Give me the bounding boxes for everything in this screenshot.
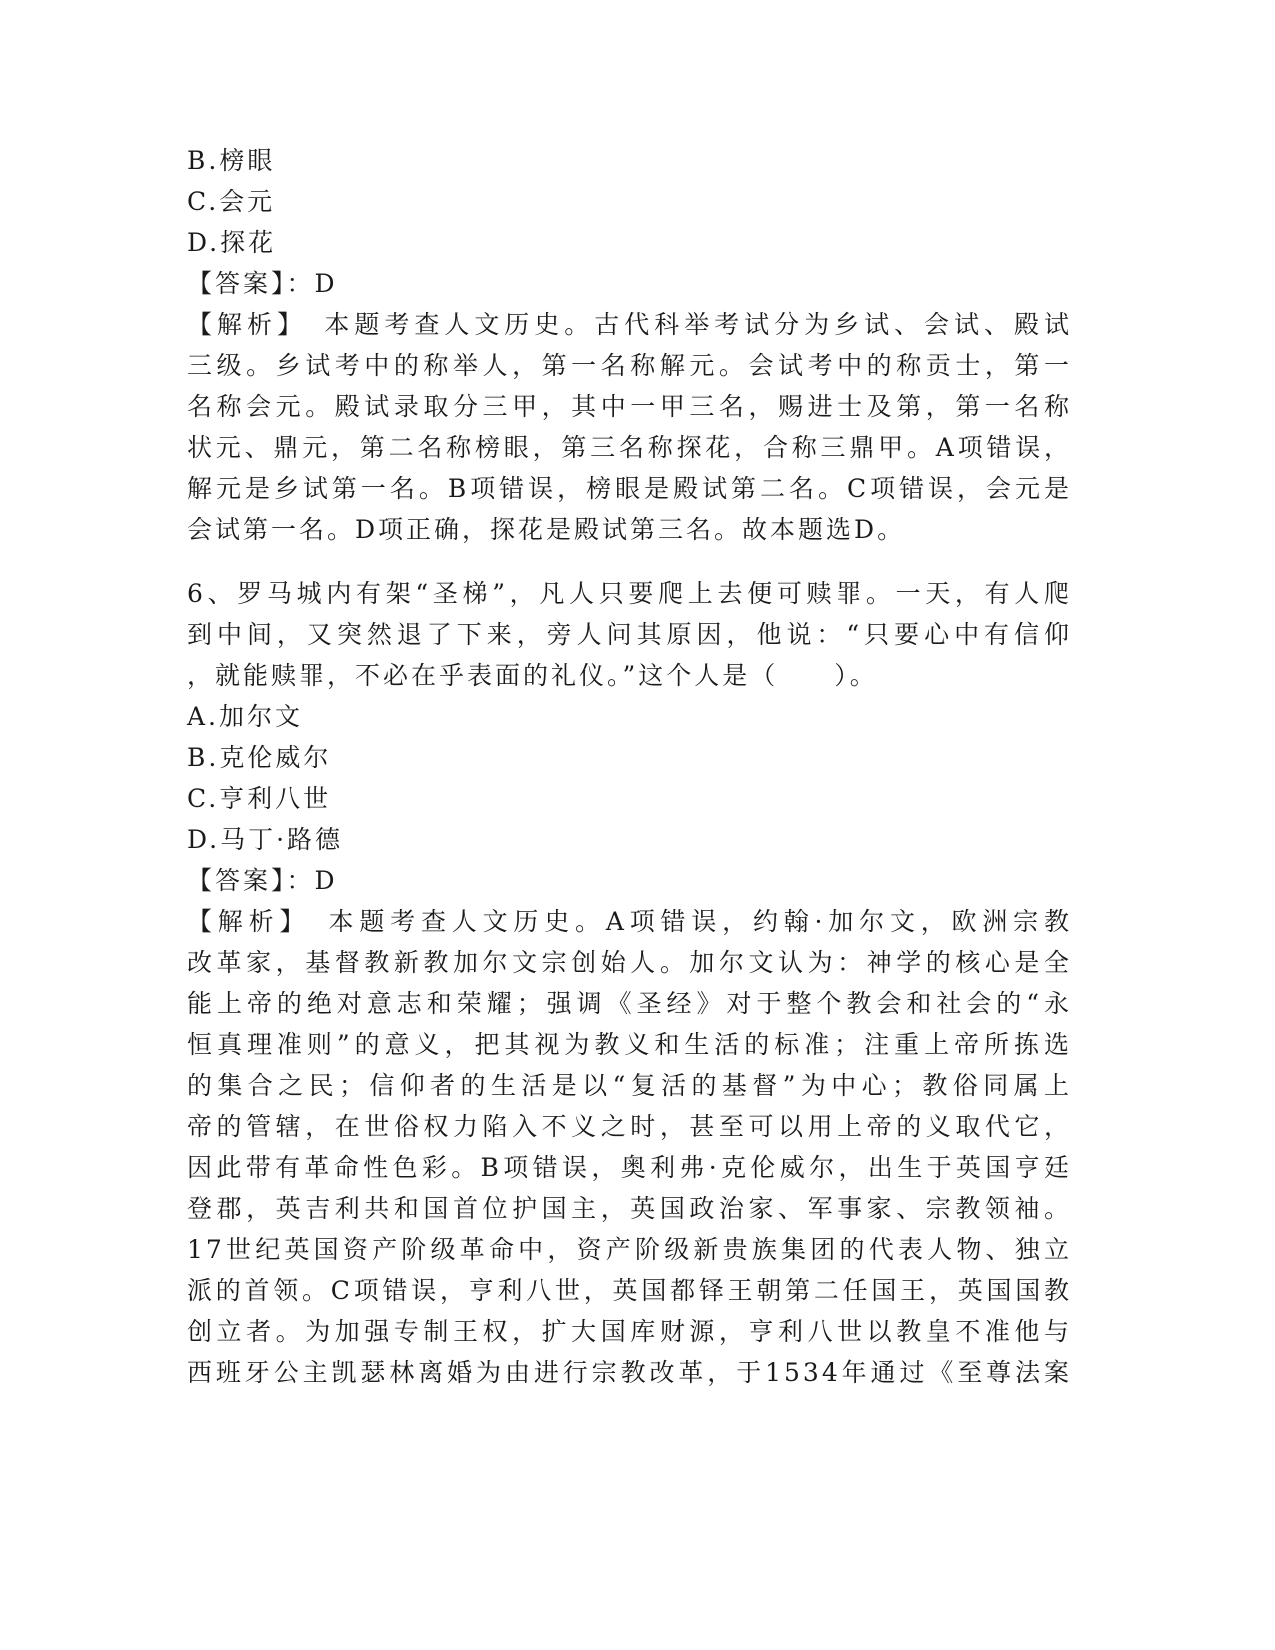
q6-question-line: ，就能赎罪，不必在乎表面的礼仪。”这个人是（ ）。	[187, 661, 878, 690]
q6-analysis-line: 【解析】 本题考查人文历史。A项错误，约翰·加尔文，欧洲宗教	[187, 907, 1072, 936]
q6-option-b: B.克伦威尔	[187, 743, 332, 772]
q5-analysis-line: 会试第一名。D项正确，探花是殿试第三名。故本题选D。	[187, 515, 906, 544]
q6-question-line: 6、罗马城内有架“圣梯”，凡人只要爬上去便可赎罪。一天，有人爬	[187, 579, 1072, 608]
q6-analysis-line: 能上帝的绝对意志和荣耀；强调《圣经》对于整个教会和社会的“永	[187, 989, 1072, 1018]
q6-option-d: D.马丁·路德	[187, 825, 344, 854]
q6-answer: 【答案】：D	[187, 866, 338, 895]
q6-analysis-line: 登郡，英吉利共和国首位护国主，英国政治家、军事家、宗教领袖。	[187, 1194, 1072, 1223]
q6-question-line: 到中间，又突然退了下来，旁人问其原因，他说：“只要心中有信仰	[187, 620, 1072, 649]
q5-analysis-line: 状元、鼎元，第二名称榜眼，第三名称探花，合称三鼎甲。A项错误，	[187, 433, 1072, 462]
q6-analysis-line: 派的首领。C项错误，亨利八世，英国都铎王朝第二任国王，英国国教	[187, 1276, 1072, 1305]
q6-analysis-line: 改革家，基督教新教加尔文宗创始人。加尔文认为：神学的核心是全	[187, 948, 1072, 977]
q6-option-c: C.亨利八世	[187, 784, 332, 813]
q6-analysis-line: 的集合之民；信仰者的生活是以“复活的基督”为中心；教俗同属上	[187, 1071, 1072, 1100]
q6-analysis-line: 创立者。为加强专制王权，扩大国库财源，亨利八世以教皇不准他与	[187, 1317, 1072, 1346]
q5-analysis-line: 名称会元。殿试录取分三甲，其中一甲三名，赐进士及第，第一名称	[187, 392, 1072, 421]
q6-analysis-line: 17世纪英国资产阶级革命中，资产阶级新贵族集团的代表人物、独立	[187, 1235, 1072, 1264]
q6-analysis-line: 因此带有革命性色彩。B项错误，奥利弗·克伦威尔，出生于英国亨廷	[187, 1153, 1072, 1182]
q5-answer: 【答案】：D	[187, 269, 338, 298]
q5-analysis-line: 三级。乡试考中的称举人，第一名称解元。会试考中的称贡士，第一	[187, 351, 1072, 380]
q6-analysis-line: 恒真理准则”的意义，把其视为教义和生活的标准；注重上帝所拣选	[187, 1030, 1072, 1059]
q5-analysis-line: 【解析】 本题考查人文历史。古代科举考试分为乡试、会试、殿试	[187, 310, 1072, 339]
q6-analysis-line: 帝的管辖，在世俗权力陷入不义之时，甚至可以用上帝的义取代它，	[187, 1112, 1072, 1141]
q5-option-d: D.探花	[187, 228, 277, 257]
q5-option-b: B.榜眼	[187, 146, 276, 175]
q5-option-c: C.会元	[187, 187, 276, 216]
q6-analysis-line: 西班牙公主凯瑟林离婚为由进行宗教改革，于1534年通过《至尊法案	[187, 1358, 1072, 1387]
q6-option-a: A.加尔文	[187, 702, 304, 731]
q5-analysis-line: 解元是乡试第一名。B项错误，榜眼是殿试第二名。C项错误，会元是	[187, 474, 1072, 503]
